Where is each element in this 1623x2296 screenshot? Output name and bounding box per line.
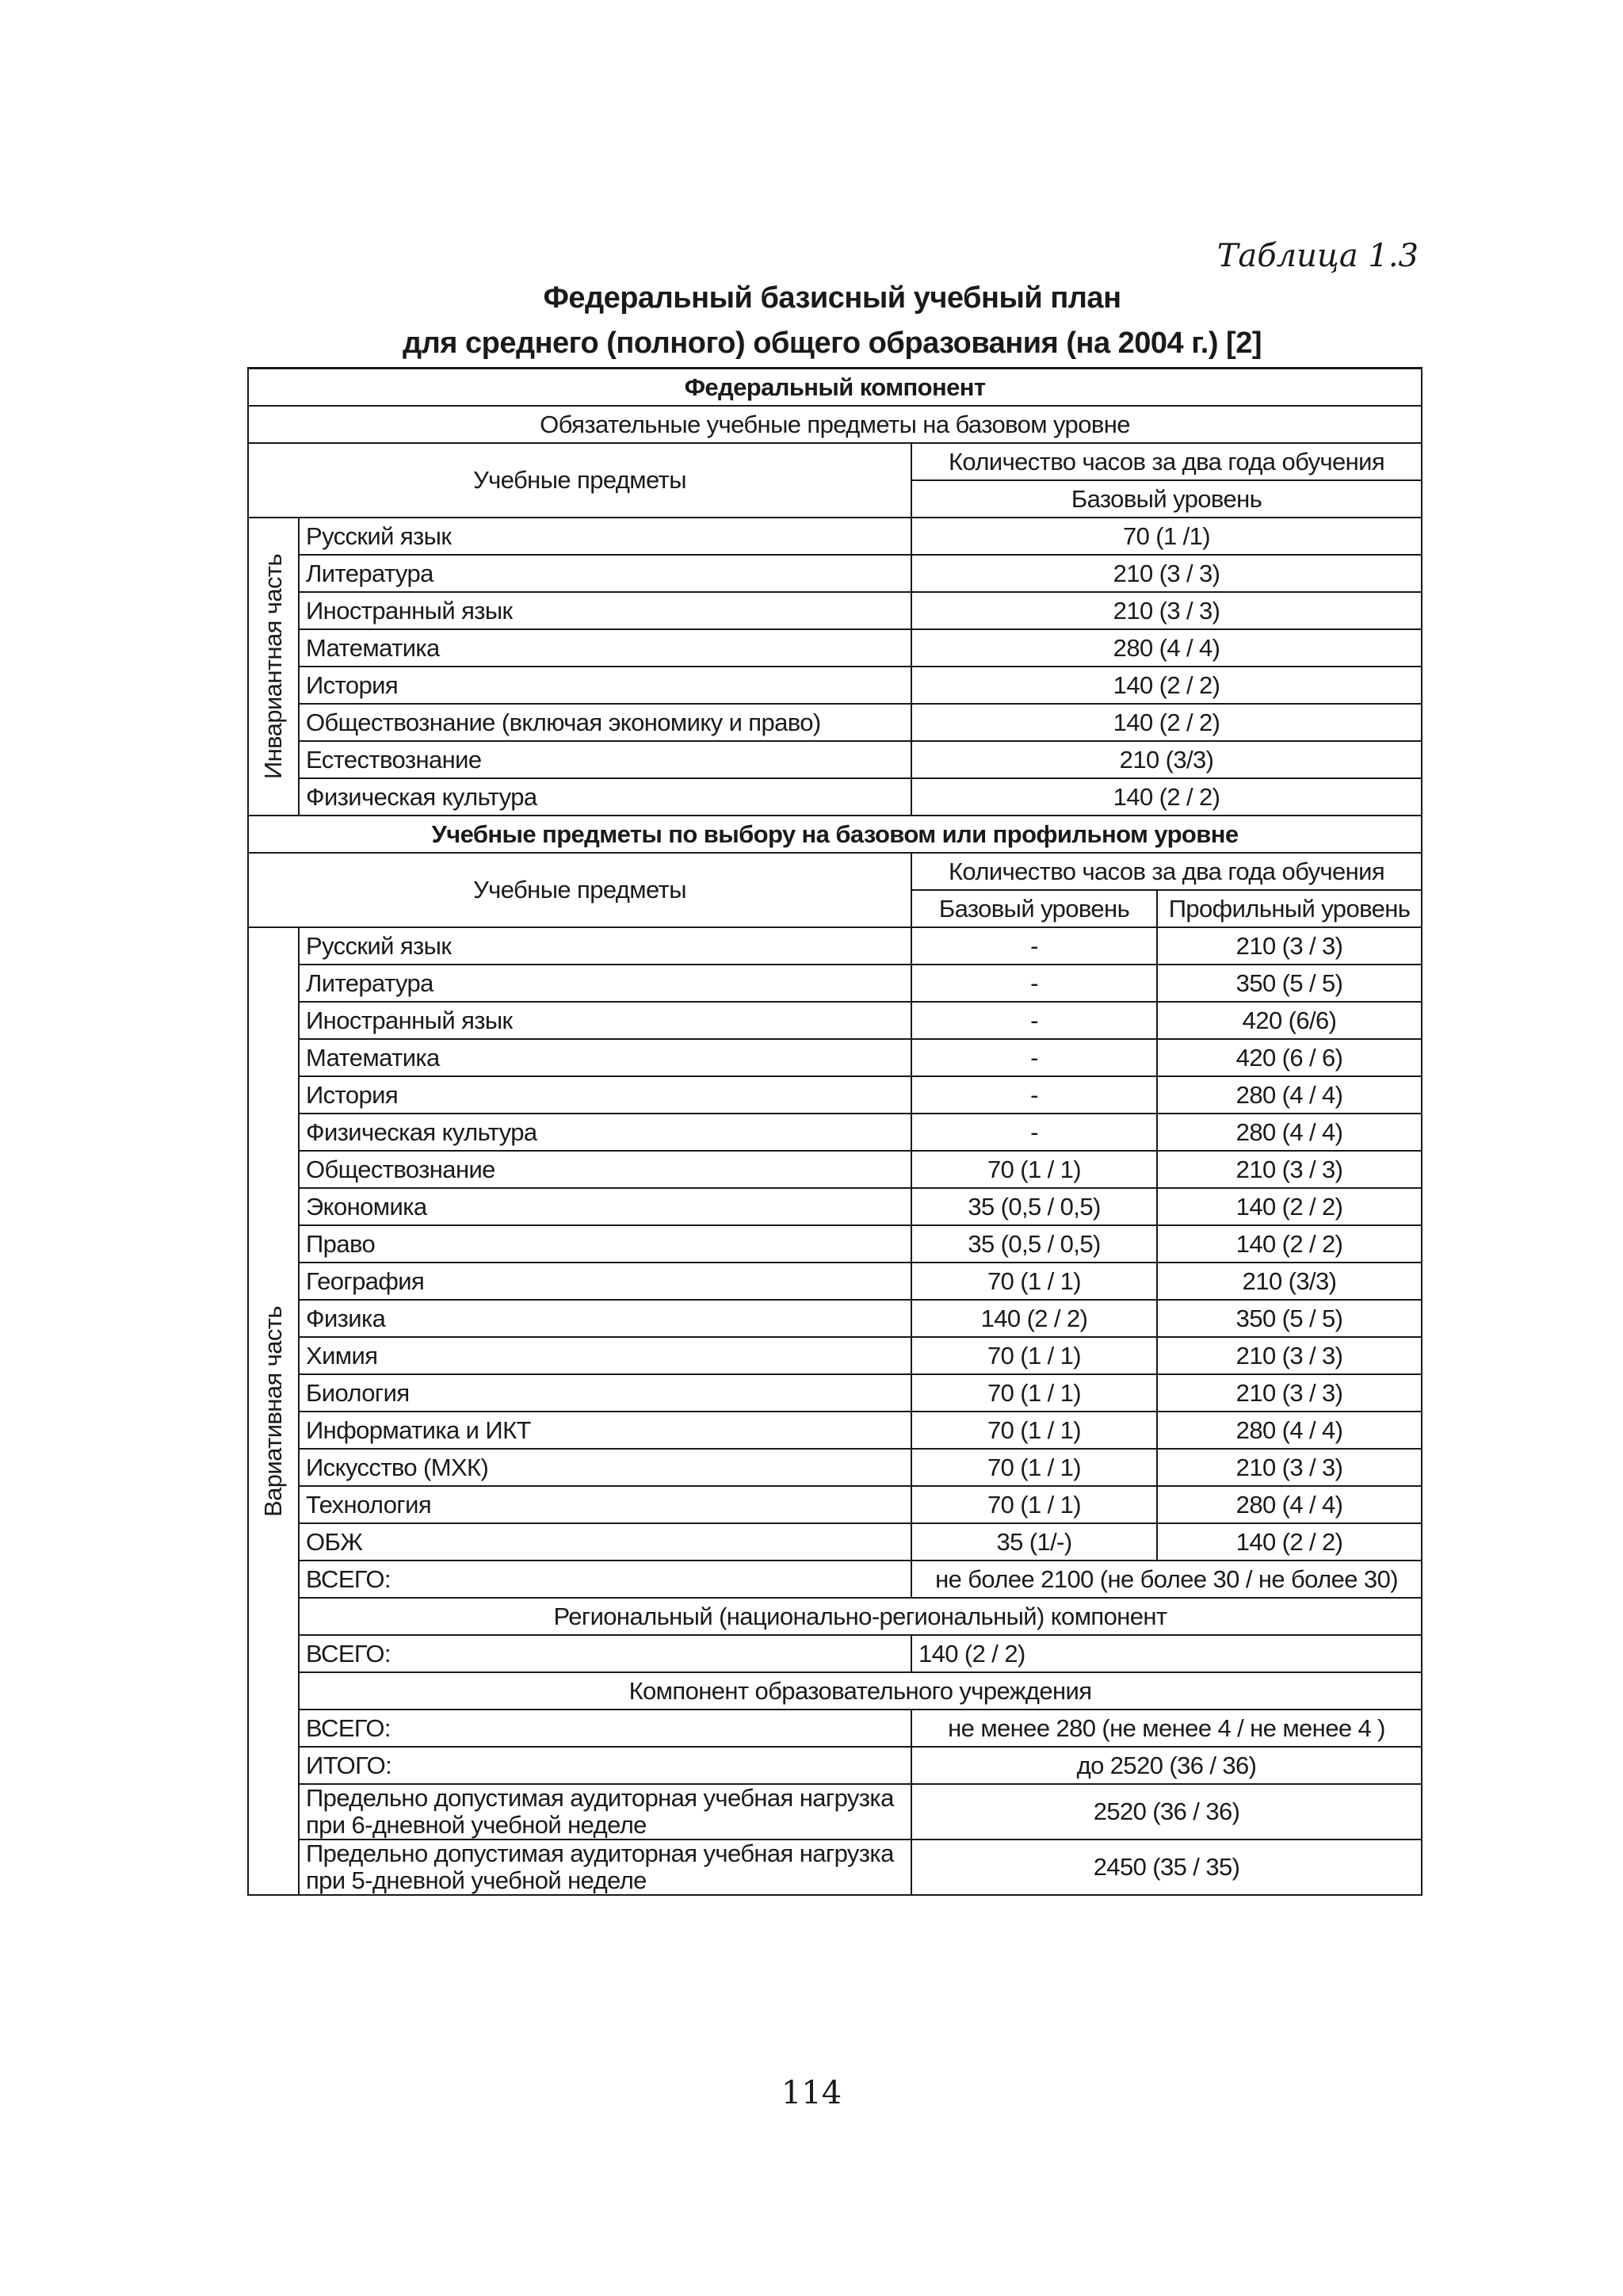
invariant-subject: Литература: [299, 555, 911, 592]
variative-basic-hours: 70 (1 / 1): [911, 1486, 1157, 1523]
variative-profile-hours: 210 (3 / 3): [1157, 927, 1422, 965]
invariant-subject: Русский язык: [299, 518, 911, 555]
variative-basic-hours: 70 (1 / 1): [911, 1412, 1157, 1449]
max-load-5-line2: при 5-дневной учебной неделе: [306, 1866, 647, 1894]
invariant-hours: 210 (3 / 3): [911, 555, 1422, 592]
variative-profile-hours: 350 (5 / 5): [1157, 1300, 1422, 1337]
variative-profile-hours: 280 (4 / 4): [1157, 1114, 1422, 1151]
variative-row: [248, 1523, 1422, 1561]
invariant-row: [248, 667, 1422, 704]
variative-basic-hours: 35 (0,5 / 0,5): [911, 1188, 1157, 1225]
variative-basic-hours: -: [911, 1076, 1157, 1114]
grand-total-row: [248, 1747, 1422, 1784]
invariant-subject: История: [299, 667, 911, 704]
variative-subject: История: [299, 1076, 911, 1114]
variative-basic-hours: -: [911, 1002, 1157, 1039]
max-load-5-label: [299, 1839, 911, 1895]
variative-profile-hours: 140 (2 / 2): [1157, 1523, 1422, 1561]
variative-profile-hours: 210 (3 / 3): [1157, 1374, 1422, 1412]
federal-component-row: [248, 369, 1422, 407]
variative-subject: Физическая культура: [299, 1114, 911, 1151]
variative-profile-hours: 140 (2 / 2): [1157, 1225, 1422, 1263]
invariant-hours: 210 (3 / 3): [911, 592, 1422, 629]
variative-profile-hours: 280 (4 / 4): [1157, 1076, 1422, 1114]
invariant-hours: 140 (2 / 2): [911, 667, 1422, 704]
invariant-subject: Естествознание: [299, 741, 911, 778]
variative-subject: Иностранный язык: [299, 1002, 911, 1039]
invariant-hours: 140 (2 / 2): [911, 778, 1422, 816]
federal-component-heading: Федеральный компонент: [248, 369, 1422, 407]
variative-row: [248, 965, 1422, 1002]
invariant-row: [248, 741, 1422, 778]
subjects-column-header: Учебные предметы: [248, 443, 911, 518]
page-number: 114: [781, 2075, 842, 2111]
variative-profile-hours: 420 (6/6): [1157, 1002, 1422, 1039]
variative-subject: Информатика и ИКТ: [299, 1412, 911, 1449]
variative-total-label: ВСЕГО:: [299, 1561, 911, 1598]
invariant-row: [248, 518, 1422, 555]
variative-basic-hours: 70 (1 / 1): [911, 1449, 1157, 1486]
school-component-heading: Компонент образовательного учреждения: [299, 1672, 1422, 1710]
variative-subject: Технология: [299, 1486, 911, 1523]
variative-basic-hours: -: [911, 1039, 1157, 1076]
invariant-part-text: Инвариантная часть: [259, 553, 287, 780]
table-title-line1: Федеральный базисный учебный план: [543, 281, 1121, 315]
table-caption: Таблица 1.3: [1216, 238, 1419, 274]
max-load-5-row: [248, 1839, 1422, 1895]
variative-row: [248, 1114, 1422, 1151]
variative-basic-hours: 140 (2 / 2): [911, 1300, 1157, 1337]
regional-component-heading: Региональный (национально-региональный) компонент: [299, 1598, 1422, 1635]
curriculum-table-body: [248, 369, 1422, 1896]
variative-profile-hours: 210 (3 / 3): [1157, 1449, 1422, 1486]
variative-profile-hours: 210 (3 / 3): [1157, 1337, 1422, 1374]
max-load-6-label: [299, 1784, 911, 1839]
variative-basic-hours: 70 (1 / 1): [911, 1374, 1157, 1412]
invariant-hours: 70 (1 /1): [911, 518, 1422, 555]
variative-total-row: [248, 1561, 1422, 1598]
invariant-row: [248, 704, 1422, 741]
invariant-hours: 210 (3/3): [911, 741, 1422, 778]
subjects-column-header-2: Учебные предметы: [248, 853, 911, 927]
variative-row: [248, 1263, 1422, 1300]
school-total-row: [248, 1710, 1422, 1747]
variative-row: [248, 1412, 1422, 1449]
variative-row: [248, 1486, 1422, 1523]
invariant-subject: Математика: [299, 629, 911, 667]
invariant-row: [248, 555, 1422, 592]
basic-level-header: Базовый уровень: [911, 480, 1422, 518]
invariant-subject: Иностранный язык: [299, 592, 911, 629]
school-row: [248, 1672, 1422, 1710]
variative-profile-hours: 350 (5 / 5): [1157, 965, 1422, 1002]
invariant-row: [248, 778, 1422, 816]
max-load-6-line1: Предельно допустимая аудиторная учебная нагрузка: [306, 1784, 894, 1812]
table-title-line2: для среднего (полного) общего образования (на 2004 г.) [2]: [403, 327, 1262, 360]
variative-row: [248, 1076, 1422, 1114]
variative-profile-hours: 280 (4 / 4): [1157, 1486, 1422, 1523]
variative-part-text: Вариативная часть: [259, 1305, 287, 1517]
elective-subjects-heading: Учебные предметы по выбору на базовом или профильном уровне: [248, 816, 1422, 853]
max-load-6-row: [248, 1784, 1422, 1839]
variative-basic-hours: 70 (1 / 1): [911, 1263, 1157, 1300]
variative-subject: Математика: [299, 1039, 911, 1076]
variative-basic-hours: -: [911, 1114, 1157, 1151]
variative-subject: Химия: [299, 1337, 911, 1374]
variative-subject: ОБЖ: [299, 1523, 911, 1561]
variative-basic-hours: -: [911, 965, 1157, 1002]
variative-subject: Право: [299, 1225, 911, 1263]
regional-total-row: [248, 1635, 1422, 1672]
mandatory-header-row: [248, 406, 1422, 443]
variative-header-row-1: [248, 853, 1422, 890]
max-load-6-value: 2520 (36 / 36): [911, 1784, 1422, 1839]
variative-profile-hours: 140 (2 / 2): [1157, 1188, 1422, 1225]
hours-column-header-2: Количество часов за два года обучения: [911, 853, 1422, 890]
variative-part-label: [248, 927, 299, 1895]
variative-row: [248, 1039, 1422, 1076]
max-load-5-line1: Предельно допустимая аудиторная учебная нагрузка: [306, 1839, 894, 1867]
school-total-label: ВСЕГО:: [299, 1710, 911, 1747]
invariant-subject: Физическая культура: [299, 778, 911, 816]
invariant-header-row-1: [248, 443, 1422, 480]
variative-profile-hours: 210 (3 / 3): [1157, 1151, 1422, 1188]
variative-profile-hours: 210 (3/3): [1157, 1263, 1422, 1300]
invariant-part-label: [248, 518, 299, 816]
profile-level-header: Профильный уровень: [1157, 890, 1422, 927]
invariant-hours: 140 (2 / 2): [911, 704, 1422, 741]
variative-subject: География: [299, 1263, 911, 1300]
school-total-value: не менее 280 (не менее 4 / не менее 4 ): [911, 1710, 1422, 1747]
regional-total-label: ВСЕГО:: [299, 1635, 911, 1672]
invariant-subject: Обществознание (включая экономику и право): [299, 704, 911, 741]
variative-subject: Литература: [299, 965, 911, 1002]
variative-row: [248, 1300, 1422, 1337]
variative-subject: Экономика: [299, 1188, 911, 1225]
invariant-row: [248, 592, 1422, 629]
max-load-5-value: 2450 (35 / 35): [911, 1839, 1422, 1895]
regional-total-value: 140 (2 / 2): [911, 1635, 1422, 1672]
grand-total-value: до 2520 (36 / 36): [911, 1747, 1422, 1784]
variative-basic-hours: 70 (1 / 1): [911, 1151, 1157, 1188]
variative-profile-hours: 280 (4 / 4): [1157, 1412, 1422, 1449]
variative-basic-hours: 70 (1 / 1): [911, 1337, 1157, 1374]
variative-subject: Обществознание: [299, 1151, 911, 1188]
variative-row: [248, 1337, 1422, 1374]
elective-header-row: [248, 816, 1422, 853]
basic-level-header-2: Базовый уровень: [911, 890, 1157, 927]
variative-basic-hours: 35 (1/-): [911, 1523, 1157, 1561]
variative-row: [248, 1002, 1422, 1039]
max-load-6-line2: при 6-дневной учебной неделе: [306, 1811, 647, 1839]
grand-total-label: ИТОГО:: [299, 1747, 911, 1784]
variative-basic-hours: 35 (0,5 / 0,5): [911, 1225, 1157, 1263]
variative-basic-hours: -: [911, 927, 1157, 965]
mandatory-subjects-heading: Обязательные учебные предметы на базовом уровне: [248, 406, 1422, 443]
variative-row: [248, 1188, 1422, 1225]
variative-total-value: не более 2100 (не более 30 / не более 30): [911, 1561, 1422, 1598]
variative-subject: Биология: [299, 1374, 911, 1412]
variative-subject: Физика: [299, 1300, 911, 1337]
variative-row: [248, 927, 1422, 965]
variative-row: [248, 1225, 1422, 1263]
variative-subject: Русский язык: [299, 927, 911, 965]
hours-column-header: Количество часов за два года обучения: [911, 443, 1422, 480]
variative-subject: Искусство (МХК): [299, 1449, 911, 1486]
regional-row: [248, 1598, 1422, 1635]
variative-row: [248, 1449, 1422, 1486]
variative-row: [248, 1374, 1422, 1412]
invariant-row: [248, 629, 1422, 667]
invariant-hours: 280 (4 / 4): [911, 629, 1422, 667]
variative-row: [248, 1151, 1422, 1188]
variative-profile-hours: 420 (6 / 6): [1157, 1039, 1422, 1076]
curriculum-table: [247, 367, 1423, 1896]
